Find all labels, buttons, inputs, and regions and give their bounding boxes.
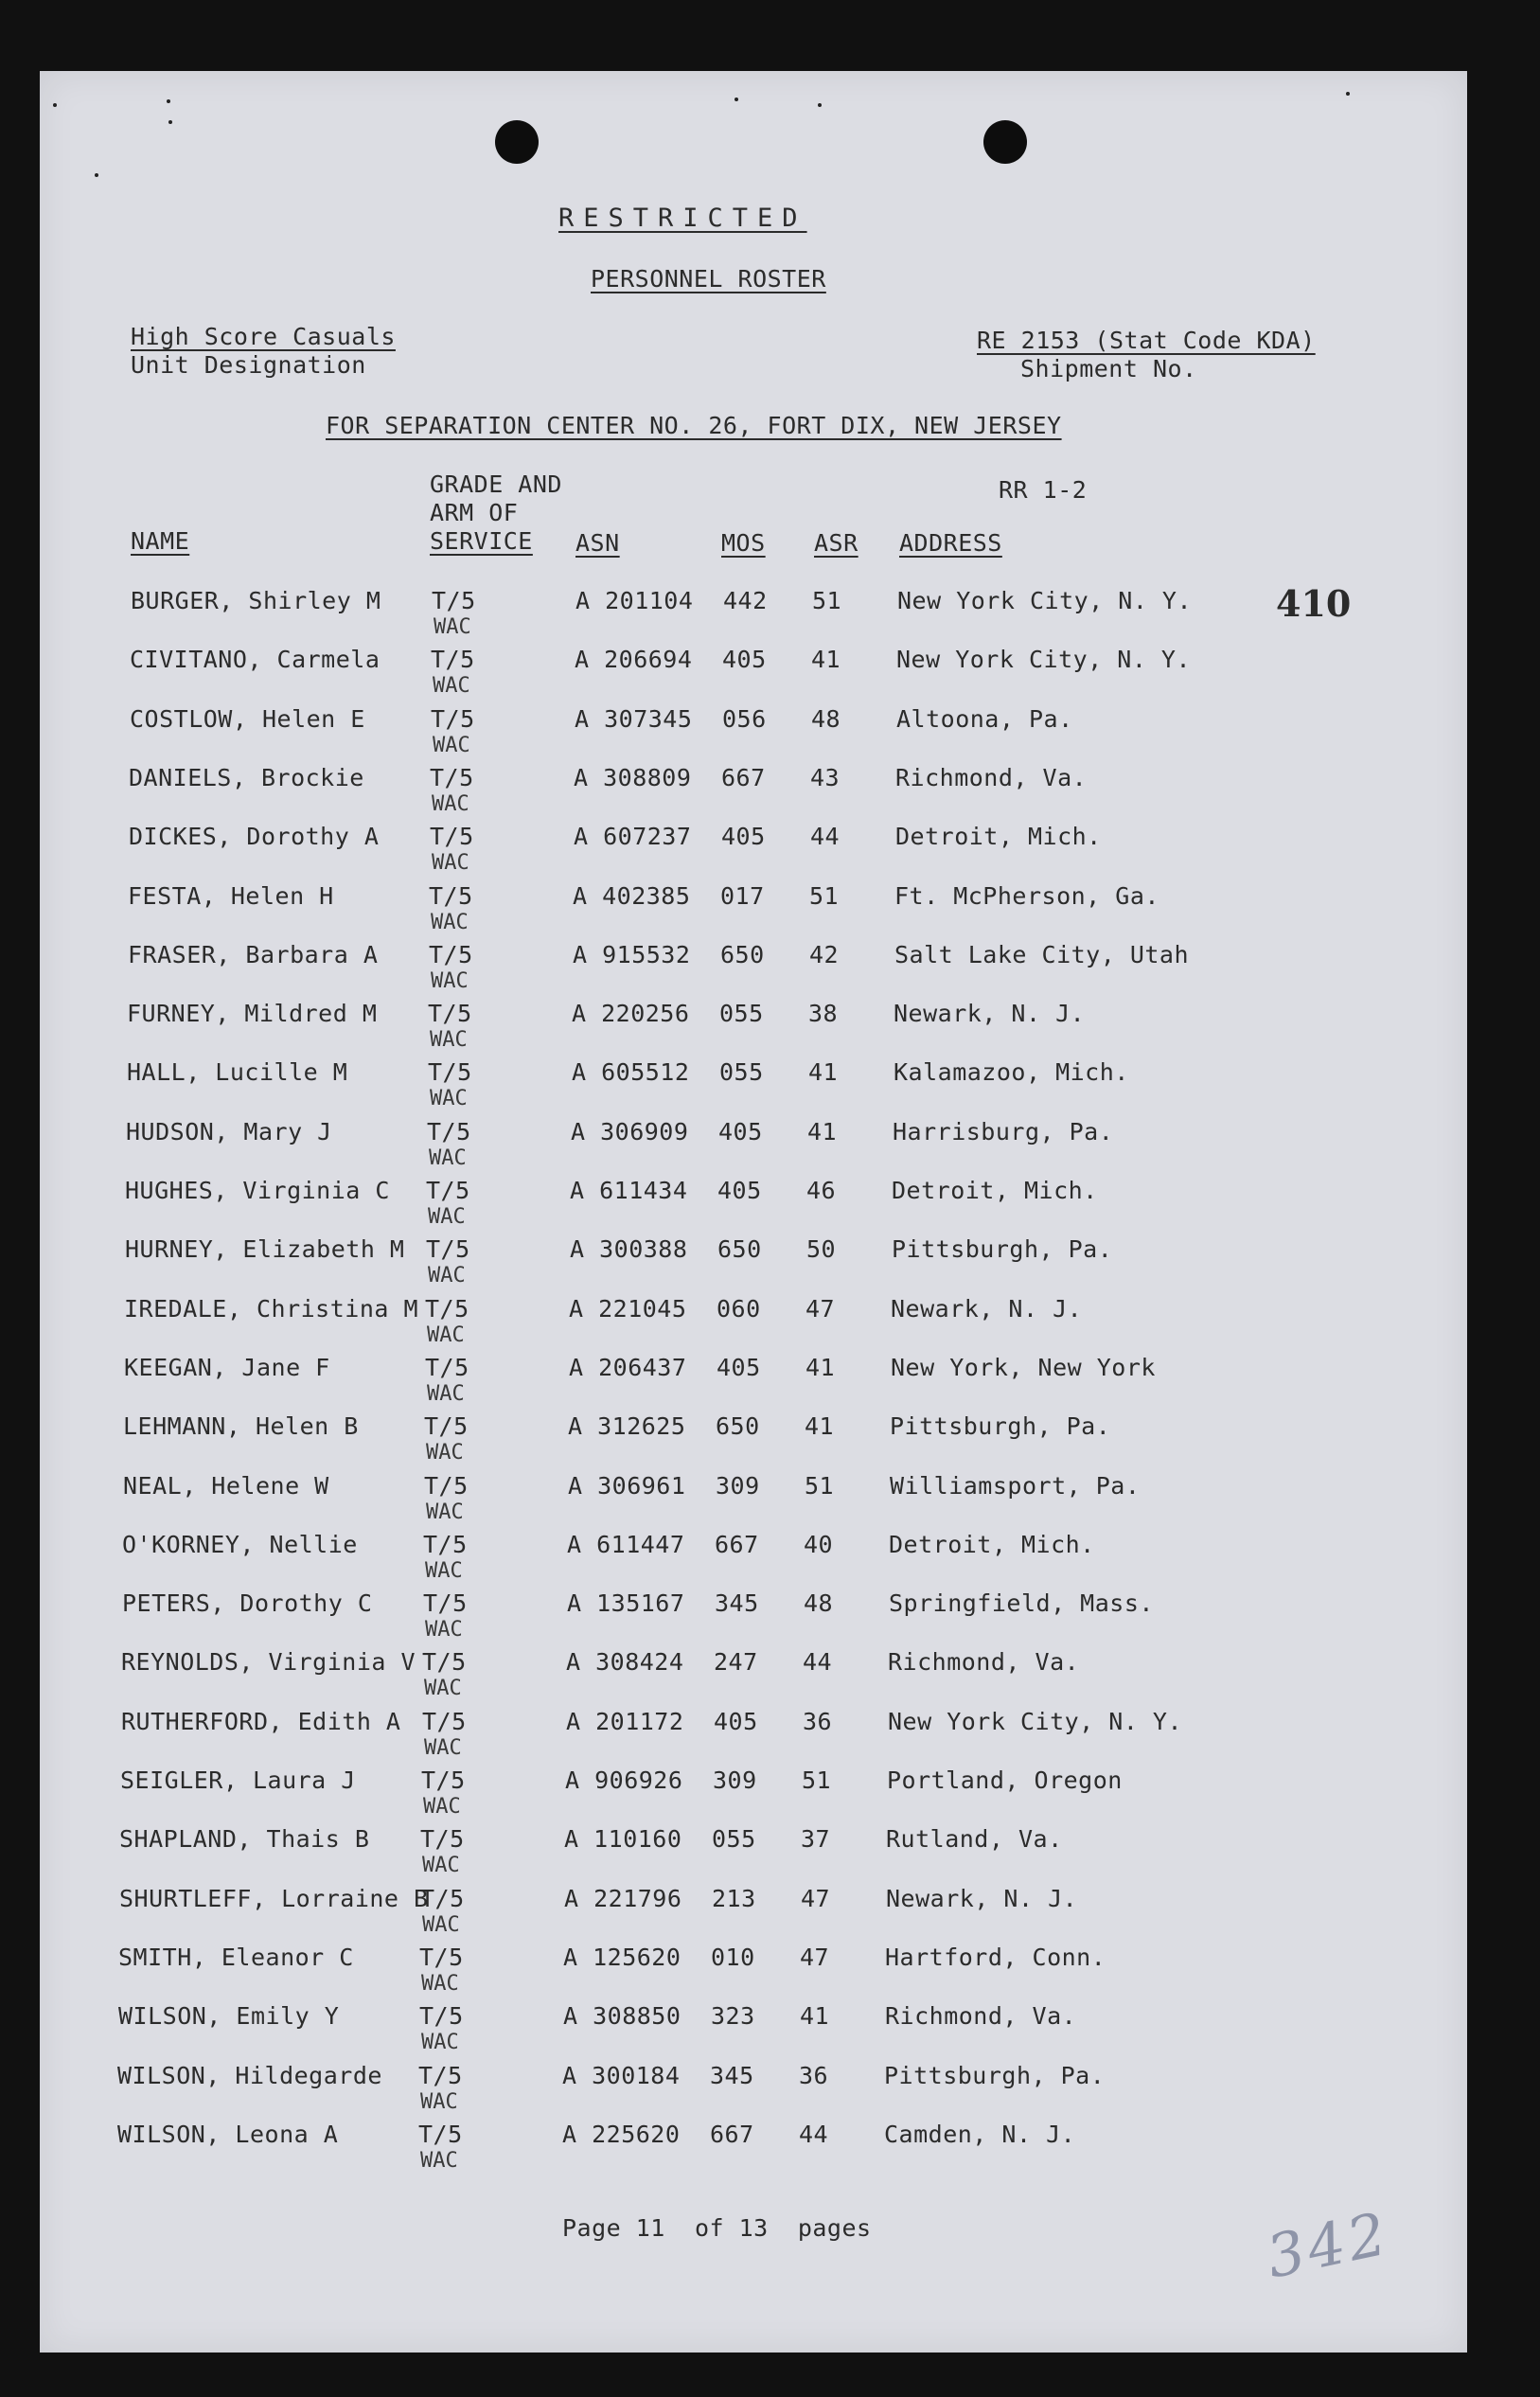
column-header-grade-line3: SERVICE bbox=[430, 527, 533, 555]
classification-heading: RESTRICTED bbox=[558, 204, 807, 233]
table-row bbox=[36, 1000, 1361, 1058]
table-row bbox=[37, 941, 1362, 1000]
cell-arm-of-service: WAC bbox=[421, 2031, 459, 2055]
cell-arm-of-service: WAC bbox=[422, 1912, 460, 1937]
cell-asn: A 611447 bbox=[567, 1530, 685, 1558]
cell-arm-of-service: WAC bbox=[426, 1441, 464, 1465]
cell-grade: T/5 bbox=[429, 940, 473, 968]
cell-name: FESTA, Helen H bbox=[128, 881, 334, 910]
table-row bbox=[33, 1354, 1358, 1412]
cell-name: WILSON, Emily Y bbox=[118, 2002, 340, 2031]
page-stamp-number: 410 bbox=[1276, 582, 1352, 625]
cell-mos: 060 bbox=[717, 1294, 761, 1323]
cell-name: HURNEY, Elizabeth M bbox=[125, 1235, 405, 1264]
cell-name: SMITH, Eleanor C bbox=[118, 1943, 354, 1971]
cell-name: RUTHERFORD, Edith A bbox=[121, 1707, 401, 1735]
cell-name: REYNOLDS, Virginia V bbox=[121, 1648, 416, 1677]
cell-asr: 36 bbox=[803, 1707, 833, 1735]
cell-arm-of-service: WAC bbox=[433, 733, 470, 757]
cell-mos: 309 bbox=[713, 1767, 757, 1794]
cell-name: DICKES, Dorothy A bbox=[129, 823, 380, 851]
cell-name: SHURTLEFF, Lorraine B bbox=[119, 1884, 429, 1912]
cell-asr: 44 bbox=[803, 1648, 833, 1677]
cell-grade: T/5 bbox=[428, 1058, 472, 1087]
column-header-asr: ASR bbox=[814, 529, 859, 557]
cell-mos: 650 bbox=[720, 940, 765, 968]
table-row bbox=[40, 587, 1365, 646]
cell-name: WILSON, Hildegarde bbox=[117, 2061, 382, 2089]
cell-arm-of-service: WAC bbox=[431, 910, 469, 934]
cell-grade: T/5 bbox=[426, 1235, 470, 1264]
cell-name: HALL, Lucille M bbox=[127, 1058, 348, 1087]
cell-grade: T/5 bbox=[424, 1471, 469, 1500]
cell-asn: A 221045 bbox=[569, 1294, 687, 1323]
cell-asn: A 300388 bbox=[570, 1235, 688, 1264]
cell-grade: T/5 bbox=[420, 1884, 465, 1912]
document-sheet bbox=[40, 71, 1467, 2353]
cell-name: LEHMANN, Helen B bbox=[123, 1412, 359, 1441]
cell-asr: 44 bbox=[799, 2120, 829, 2148]
column-header-grade-line1: GRADE AND bbox=[430, 471, 562, 498]
cell-mos: 667 bbox=[710, 2120, 754, 2148]
cell-address: Newark, N. J. bbox=[886, 1884, 1078, 1912]
cell-asr: 38 bbox=[808, 1000, 839, 1028]
cell-asr: 41 bbox=[807, 1117, 838, 1145]
cell-arm-of-service: WAC bbox=[432, 791, 469, 816]
cell-asn: A 308850 bbox=[563, 2002, 681, 2031]
speck bbox=[95, 173, 98, 177]
speck bbox=[735, 98, 738, 101]
cell-mos: 323 bbox=[711, 2002, 755, 2031]
punch-hole-left bbox=[495, 120, 539, 164]
cell-address: Williamsport, Pa. bbox=[890, 1471, 1141, 1500]
table-row bbox=[35, 1118, 1360, 1177]
table-row bbox=[27, 1944, 1353, 2002]
destination-line: FOR SEPARATION CENTER NO. 26, FORT DIX, NEW JERSEY bbox=[326, 412, 1062, 439]
cell-asn: A 220256 bbox=[572, 1000, 690, 1028]
cell-arm-of-service: WAC bbox=[430, 1028, 468, 1053]
cell-arm-of-service: WAC bbox=[428, 1205, 466, 1229]
cell-name: SHAPLAND, Thais B bbox=[119, 1825, 370, 1854]
shipment-number-label: Shipment No. bbox=[1020, 355, 1197, 382]
cell-address: Pittsburgh, Pa. bbox=[892, 1235, 1113, 1264]
cell-address: Ft. McPherson, Ga. bbox=[894, 881, 1159, 910]
cell-address: New York City, N. Y. bbox=[888, 1707, 1183, 1735]
table-row bbox=[27, 2002, 1353, 2061]
cell-address: Rutland, Va. bbox=[886, 1825, 1063, 1854]
cell-name: BURGER, Shirley M bbox=[131, 587, 381, 614]
cell-name: DANIELS, Brockie bbox=[129, 763, 364, 791]
table-row bbox=[31, 1531, 1356, 1589]
cell-arm-of-service: WAC bbox=[428, 1264, 466, 1288]
cell-grade: T/5 bbox=[420, 1825, 465, 1854]
speck bbox=[53, 103, 57, 107]
cell-asr: 41 bbox=[811, 646, 841, 674]
cell-name: O'KORNEY, Nellie bbox=[122, 1530, 358, 1558]
cell-name: HUGHES, Virginia C bbox=[125, 1177, 390, 1204]
cell-address: Pittsburgh, Pa. bbox=[884, 2061, 1106, 2089]
page-footer: Page 11 of 13 pages bbox=[562, 2214, 872, 2242]
cell-asn: A 135167 bbox=[567, 1589, 685, 1618]
cell-address: Pittsburgh, Pa. bbox=[890, 1412, 1111, 1441]
table-row bbox=[34, 1235, 1359, 1294]
cell-asn: A 201172 bbox=[566, 1707, 684, 1735]
cell-grade: T/5 bbox=[427, 1117, 471, 1145]
column-header-grade-line2: ARM OF bbox=[430, 499, 519, 526]
cell-asn: A 308809 bbox=[574, 763, 692, 791]
cell-arm-of-service: WAC bbox=[426, 1500, 464, 1524]
cell-mos: 010 bbox=[711, 1943, 755, 1971]
cell-address: Harrisburg, Pa. bbox=[893, 1117, 1114, 1145]
cell-address: Kalamazoo, Mich. bbox=[894, 1058, 1129, 1087]
cell-asn: A 312625 bbox=[568, 1412, 686, 1441]
table-row bbox=[30, 1648, 1355, 1707]
cell-grade: T/5 bbox=[422, 1648, 467, 1677]
speck bbox=[818, 103, 822, 107]
cell-asr: 51 bbox=[809, 881, 840, 910]
table-row bbox=[34, 1177, 1359, 1235]
cell-mos: 213 bbox=[712, 1884, 756, 1912]
cell-asn: A 300184 bbox=[562, 2061, 681, 2089]
cell-address: Detroit, Mich. bbox=[892, 1177, 1098, 1204]
cell-arm-of-service: WAC bbox=[423, 1795, 461, 1819]
cell-mos: 405 bbox=[717, 1177, 762, 1204]
cell-asr: 48 bbox=[811, 704, 841, 733]
table-row bbox=[38, 823, 1363, 881]
cell-asn: A 201104 bbox=[575, 587, 694, 614]
table-row bbox=[38, 764, 1363, 823]
cell-name: PETERS, Dorothy C bbox=[122, 1589, 373, 1618]
cell-mos: 405 bbox=[718, 1117, 763, 1145]
cell-arm-of-service: WAC bbox=[430, 1087, 468, 1111]
cell-asn: A 307345 bbox=[575, 704, 693, 733]
cell-name: CIVITANO, Carmela bbox=[130, 646, 381, 674]
cell-address: New York City, N. Y. bbox=[896, 646, 1192, 674]
cell-mos: 667 bbox=[715, 1530, 759, 1558]
cell-arm-of-service: WAC bbox=[429, 1145, 467, 1170]
roster-title: PERSONNEL ROSTER bbox=[591, 265, 826, 293]
cell-mos: 442 bbox=[723, 587, 768, 614]
table-row bbox=[30, 1708, 1355, 1767]
cell-mos: 055 bbox=[719, 1000, 764, 1028]
cell-asr: 48 bbox=[804, 1589, 834, 1618]
cell-address: Richmond, Va. bbox=[895, 763, 1088, 791]
cell-asn: A 402385 bbox=[573, 881, 691, 910]
cell-asr: 40 bbox=[804, 1530, 834, 1558]
cell-asr: 46 bbox=[806, 1177, 837, 1204]
cell-grade: T/5 bbox=[429, 881, 473, 910]
cell-asr: 47 bbox=[801, 1884, 831, 1912]
table-row bbox=[32, 1472, 1357, 1531]
cell-grade: T/5 bbox=[423, 1589, 468, 1618]
cell-address: Springfield, Mass. bbox=[889, 1589, 1154, 1618]
cell-arm-of-service: WAC bbox=[425, 1558, 463, 1583]
cell-mos: 055 bbox=[719, 1058, 764, 1087]
cell-address: Detroit, Mich. bbox=[889, 1530, 1095, 1558]
speck bbox=[168, 120, 172, 124]
cell-name: NEAL, Helene W bbox=[123, 1471, 329, 1500]
punch-hole-right bbox=[983, 120, 1027, 164]
cell-address: Hartford, Conn. bbox=[885, 1943, 1106, 1971]
column-header-mos: MOS bbox=[721, 529, 766, 557]
cell-mos: 405 bbox=[714, 1707, 758, 1735]
cell-asn: A 206437 bbox=[569, 1353, 687, 1381]
cell-arm-of-service: WAC bbox=[434, 615, 471, 639]
unit-designation-value: High Score Casuals bbox=[131, 323, 396, 350]
cell-asr: 51 bbox=[802, 1767, 832, 1794]
cell-asn: A 607237 bbox=[574, 823, 692, 851]
table-row bbox=[39, 646, 1364, 704]
column-header-address: ADDRESS bbox=[899, 529, 1002, 557]
cell-asr: 43 bbox=[810, 763, 841, 791]
cell-asn: A 306961 bbox=[568, 1471, 686, 1500]
cell-asr: 47 bbox=[800, 1943, 830, 1971]
cell-grade: T/5 bbox=[419, 2002, 464, 2031]
cell-asr: 51 bbox=[805, 1471, 835, 1500]
cell-address: Richmond, Va. bbox=[888, 1648, 1080, 1677]
cell-address: Detroit, Mich. bbox=[895, 823, 1102, 851]
table-row bbox=[27, 2121, 1352, 2179]
rr-code: RR 1-2 bbox=[999, 476, 1088, 504]
table-row bbox=[31, 1589, 1356, 1648]
table-row bbox=[37, 882, 1362, 941]
cell-name: FURNEY, Mildred M bbox=[127, 1000, 378, 1028]
cell-grade: T/5 bbox=[431, 646, 475, 674]
cell-mos: 405 bbox=[721, 823, 766, 851]
cell-mos: 247 bbox=[714, 1648, 758, 1677]
cell-asn: A 110160 bbox=[564, 1825, 682, 1854]
cell-arm-of-service: WAC bbox=[424, 1735, 462, 1760]
cell-arm-of-service: WAC bbox=[421, 1971, 459, 1996]
cell-address: Camden, N. J. bbox=[884, 2120, 1076, 2148]
cell-name: WILSON, Leona A bbox=[117, 2120, 339, 2148]
cell-address: Newark, N. J. bbox=[894, 1000, 1086, 1028]
table-row bbox=[28, 1825, 1354, 1884]
cell-asr: 41 bbox=[805, 1412, 835, 1441]
cell-name: SEIGLER, Laura J bbox=[120, 1767, 356, 1794]
cell-asr: 51 bbox=[812, 587, 842, 614]
cell-grade: T/5 bbox=[425, 1353, 469, 1381]
cell-mos: 055 bbox=[712, 1825, 756, 1854]
cell-name: COSTLOW, Helen E bbox=[130, 704, 365, 733]
shipment-number-value: RE 2153 (Stat Code KDA) bbox=[977, 327, 1316, 354]
cell-mos: 667 bbox=[721, 763, 766, 791]
cell-name: KEEGAN, Jane F bbox=[124, 1353, 330, 1381]
cell-grade: T/5 bbox=[432, 587, 476, 614]
cell-arm-of-service: WAC bbox=[431, 968, 469, 993]
cell-grade: T/5 bbox=[431, 704, 475, 733]
speck bbox=[1346, 92, 1350, 96]
cell-mos: 405 bbox=[722, 646, 767, 674]
cell-grade: T/5 bbox=[430, 823, 474, 851]
cell-mos: 650 bbox=[717, 1235, 762, 1264]
cell-asr: 47 bbox=[805, 1294, 836, 1323]
cell-arm-of-service: WAC bbox=[420, 2089, 458, 2114]
cell-address: Altoona, Pa. bbox=[896, 704, 1073, 733]
cell-mos: 309 bbox=[716, 1471, 760, 1500]
cell-grade: T/5 bbox=[428, 1000, 472, 1028]
cell-asn: A 611434 bbox=[570, 1177, 688, 1204]
cell-address: Portland, Oregon bbox=[887, 1767, 1123, 1794]
column-header-name: NAME bbox=[131, 527, 190, 555]
pencil-page-number: 342 bbox=[1260, 2198, 1396, 2292]
cell-asr: 44 bbox=[810, 823, 841, 851]
table-row bbox=[39, 705, 1364, 764]
table-row bbox=[32, 1412, 1357, 1471]
table-row bbox=[33, 1295, 1358, 1354]
cell-name: FRASER, Barbara A bbox=[128, 940, 379, 968]
cell-arm-of-service: WAC bbox=[420, 2148, 458, 2173]
cell-grade: T/5 bbox=[423, 1530, 468, 1558]
unit-designation-label: Unit Designation bbox=[131, 351, 366, 379]
cell-asr: 41 bbox=[805, 1353, 836, 1381]
cell-address: New York City, N. Y. bbox=[897, 587, 1193, 614]
cell-address: New York, New York bbox=[891, 1353, 1156, 1381]
cell-arm-of-service: WAC bbox=[422, 1854, 460, 1878]
cell-asr: 42 bbox=[809, 940, 840, 968]
cell-address: Salt Lake City, Utah bbox=[894, 940, 1190, 968]
cell-asr: 41 bbox=[808, 1058, 839, 1087]
cell-mos: 405 bbox=[717, 1353, 761, 1381]
cell-grade: T/5 bbox=[422, 1707, 467, 1735]
cell-arm-of-service: WAC bbox=[432, 851, 469, 876]
cell-mos: 017 bbox=[720, 881, 765, 910]
cell-grade: T/5 bbox=[430, 763, 474, 791]
cell-arm-of-service: WAC bbox=[424, 1677, 462, 1701]
table-row bbox=[28, 1885, 1354, 1944]
cell-asn: A 225620 bbox=[562, 2120, 681, 2148]
cell-grade: T/5 bbox=[419, 1943, 464, 1971]
cell-asr: 50 bbox=[806, 1235, 837, 1264]
cell-mos: 345 bbox=[715, 1589, 759, 1618]
cell-grade: T/5 bbox=[425, 1294, 469, 1323]
table-row bbox=[27, 2062, 1352, 2121]
cell-grade: T/5 bbox=[418, 2061, 463, 2089]
cell-arm-of-service: WAC bbox=[433, 674, 470, 699]
cell-asn: A 206694 bbox=[575, 646, 693, 674]
cell-asr: 36 bbox=[799, 2061, 829, 2089]
cell-asn: A 308424 bbox=[566, 1648, 684, 1677]
cell-asn: A 906926 bbox=[565, 1767, 683, 1794]
speck bbox=[167, 99, 170, 103]
cell-asn: A 915532 bbox=[573, 940, 691, 968]
cell-asr: 41 bbox=[800, 2002, 830, 2031]
cell-asn: A 306909 bbox=[571, 1117, 689, 1145]
cell-asn: A 125620 bbox=[563, 1943, 681, 1971]
cell-mos: 650 bbox=[716, 1412, 760, 1441]
cell-arm-of-service: WAC bbox=[427, 1381, 465, 1406]
cell-mos: 345 bbox=[710, 2061, 754, 2089]
cell-grade: T/5 bbox=[426, 1177, 470, 1204]
cell-grade: T/5 bbox=[418, 2120, 463, 2148]
cell-grade: T/5 bbox=[421, 1767, 466, 1794]
cell-name: HUDSON, Mary J bbox=[126, 1117, 332, 1145]
cell-mos: 056 bbox=[722, 704, 767, 733]
table-row bbox=[36, 1058, 1361, 1117]
cell-address: Richmond, Va. bbox=[885, 2002, 1077, 2031]
cell-asn: A 605512 bbox=[572, 1058, 690, 1087]
table-row bbox=[29, 1767, 1354, 1825]
cell-arm-of-service: WAC bbox=[425, 1618, 463, 1642]
cell-grade: T/5 bbox=[424, 1412, 469, 1441]
cell-arm-of-service: WAC bbox=[427, 1323, 465, 1347]
cell-address: Newark, N. J. bbox=[891, 1294, 1083, 1323]
column-header-asn: ASN bbox=[575, 529, 620, 557]
cell-name: IREDALE, Christina M bbox=[124, 1294, 419, 1323]
cell-asr: 37 bbox=[801, 1825, 831, 1854]
cell-asn: A 221796 bbox=[564, 1884, 682, 1912]
